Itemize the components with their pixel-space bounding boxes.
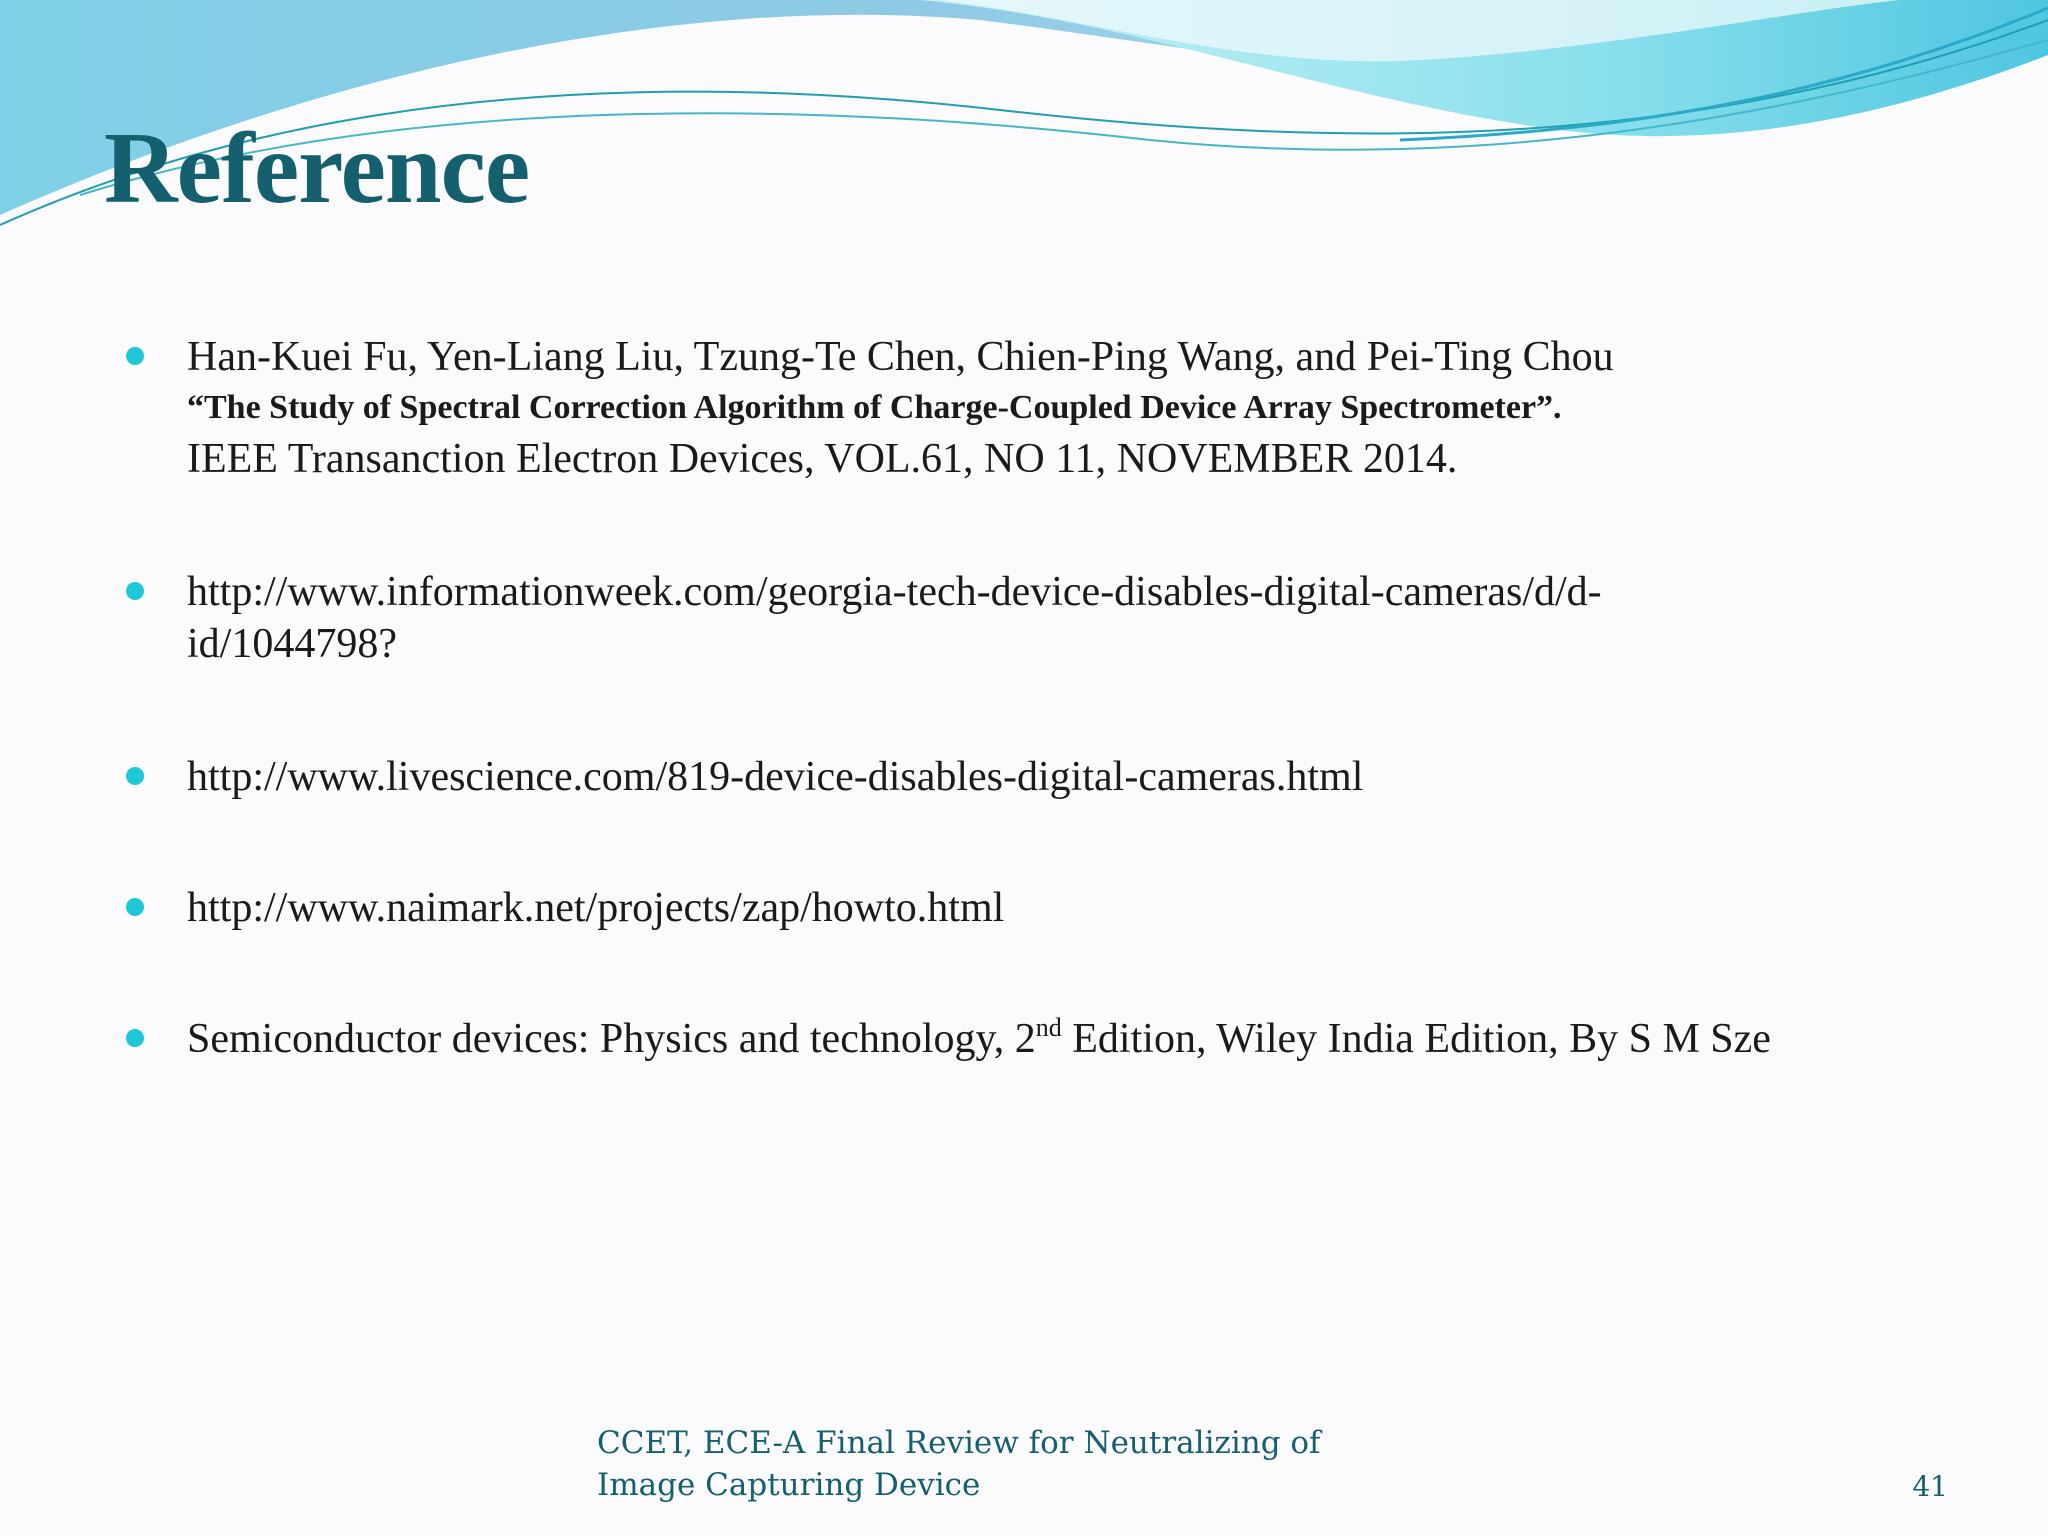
reference-item: [187, 882, 1967, 934]
footer-line-2: Image Capturing Device: [597, 1467, 981, 1503]
reference-item: [187, 566, 1967, 670]
reference-book-text: Semiconductor devices: Physics and technology, 2: [187, 1016, 1036, 1062]
reference-item: [187, 331, 1967, 485]
reference-url-line-1: http://www.informationweek.com/georgia-tech-device-disables-digital-cameras/d/d-: [187, 569, 1602, 615]
slide-title: Reference: [104, 112, 530, 225]
bullet-icon: [126, 582, 144, 600]
reference-url: http://www.naimark.net/projects/zap/howto.html: [187, 885, 1005, 931]
bullet-icon: [126, 898, 144, 916]
reference-book: [187, 1013, 1967, 1065]
reference-url-line-2: id/1044798?: [187, 621, 397, 667]
ordinal-superscript: nd: [1035, 1013, 1062, 1042]
page-number: 41: [1912, 1470, 1948, 1503]
reference-book-text-rest: Edition, Wiley India Edition, By S M Sze: [1061, 1016, 1771, 1062]
reference-url: http://www.livescience.com/819-device-disables-digital-cameras.html: [187, 754, 1364, 800]
slide-footer: [597, 1422, 1321, 1506]
bullet-icon: [126, 347, 144, 365]
reference-item: [187, 751, 1967, 803]
reference-item: [187, 1013, 1967, 1065]
bullet-icon: [126, 767, 144, 785]
reference-journal: IEEE Transanction Electron Devices, VOL.61, NO 11, NOVEMBER 2014.: [187, 436, 1458, 482]
bullet-icon: [126, 1029, 144, 1047]
footer-line-1: CCET, ECE-A Final Review for Neutralizing of: [597, 1425, 1321, 1461]
reference-authors: Han-Kuei Fu, Yen-Liang Liu, Tzung-Te Chen, Chien-Ping Wang, and Pei-Ting Chou: [187, 334, 1614, 380]
reference-paper-title: “The Study of Spectral Correction Algorithm of Charge-Coupled Device Array Spectrometer”.: [187, 389, 1562, 426]
